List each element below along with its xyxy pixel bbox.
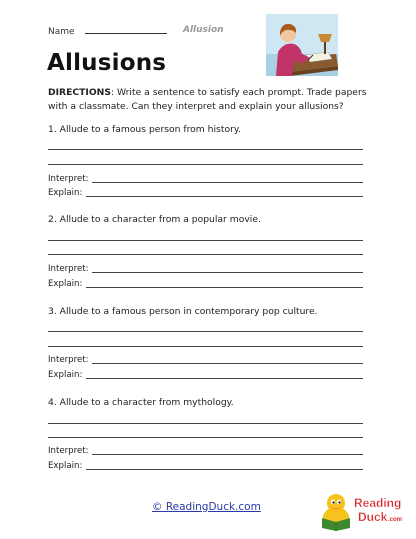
question-4-explain-label: Explain: bbox=[48, 461, 83, 471]
reading-duck-logo bbox=[318, 490, 410, 532]
question-3-answer-line-2[interactable] bbox=[48, 346, 363, 347]
question-4-interpret-line[interactable] bbox=[92, 454, 363, 455]
question-1-answer-line-2[interactable] bbox=[48, 164, 363, 165]
page-title: Allusions bbox=[47, 50, 167, 76]
directions-text bbox=[48, 86, 378, 114]
question-4-answer-line-2[interactable] bbox=[48, 437, 363, 438]
question-1-explain-line[interactable] bbox=[86, 196, 363, 197]
question-2-explain-label: Explain: bbox=[48, 279, 83, 289]
topic-label: Allusion bbox=[183, 25, 224, 35]
readingduck-link[interactable]: © ReadingDuck.com bbox=[152, 501, 261, 513]
student-writing-illustration bbox=[266, 14, 338, 76]
question-3-prompt: 3. Allude to a famous person in contemporary pop culture. bbox=[48, 306, 318, 317]
question-3-explain-label: Explain: bbox=[48, 370, 83, 380]
question-1-interpret-label: Interpret: bbox=[48, 174, 89, 184]
question-2-prompt: 2. Allude to a character from a popular movie. bbox=[48, 214, 261, 225]
directions-label: DIRECTIONS bbox=[48, 87, 111, 98]
question-4-prompt: 4. Allude to a character from mythology. bbox=[48, 397, 234, 408]
question-1-interpret-line[interactable] bbox=[92, 182, 363, 183]
question-2-explain-line[interactable] bbox=[86, 287, 363, 288]
question-1-explain-label: Explain: bbox=[48, 188, 83, 198]
question-3-interpret-line[interactable] bbox=[92, 363, 363, 364]
question-2-interpret-label: Interpret: bbox=[48, 264, 89, 274]
question-3-explain-line[interactable] bbox=[86, 378, 363, 379]
question-3-answer-line-1[interactable] bbox=[48, 331, 363, 332]
question-4-explain-line[interactable] bbox=[86, 469, 363, 470]
question-1-answer-line-1[interactable] bbox=[48, 149, 363, 150]
question-3-interpret-label: Interpret: bbox=[48, 355, 89, 365]
question-1-prompt: 1. Allude to a famous person from history. bbox=[48, 124, 241, 135]
question-2-answer-line-2[interactable] bbox=[48, 254, 363, 255]
question-2-answer-line-1[interactable] bbox=[48, 240, 363, 241]
name-label: Name bbox=[48, 27, 75, 37]
logo-text-duck: Duck bbox=[358, 510, 388, 524]
logo-text-reading: Reading bbox=[354, 496, 402, 510]
name-blank[interactable] bbox=[85, 25, 167, 34]
question-4-answer-line-1[interactable] bbox=[48, 423, 363, 424]
question-2-interpret-line[interactable] bbox=[92, 272, 363, 273]
logo-text-com: .com bbox=[388, 517, 403, 523]
name-field[interactable] bbox=[48, 25, 167, 37]
question-4-interpret-label: Interpret: bbox=[48, 446, 89, 456]
directions-body: : Write a sentence to satisfy each prompt. Trade papers with a classmate. Can they interpret and explain your allusions? bbox=[48, 87, 367, 112]
